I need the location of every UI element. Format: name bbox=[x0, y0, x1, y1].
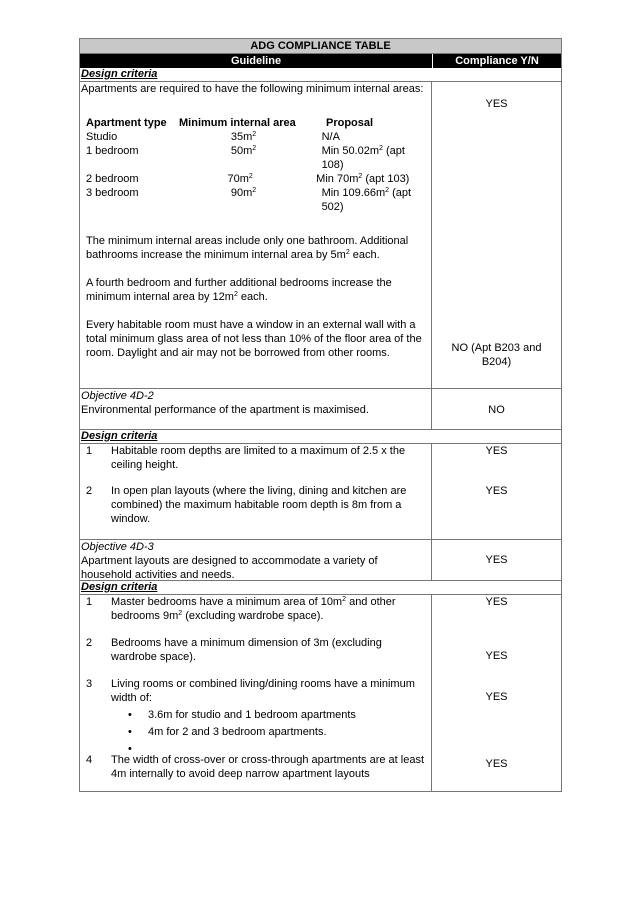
proposal-cell bbox=[285, 144, 429, 172]
criteria-item bbox=[81, 677, 429, 705]
objective-label: Objective 4D-3 bbox=[81, 541, 154, 553]
text: each. bbox=[349, 249, 380, 261]
sup: 2 bbox=[178, 610, 183, 617]
criteria-item bbox=[81, 444, 429, 472]
compliance-cell bbox=[432, 444, 561, 539]
objective-text: Apartment layouts are designed to accommodate a variety of household activities and needs. bbox=[81, 555, 378, 581]
compliance-value: YES bbox=[485, 98, 508, 110]
sup: 2 bbox=[342, 596, 347, 603]
sup: 2 bbox=[345, 249, 350, 256]
guideline-cell bbox=[80, 82, 432, 388]
area-cell: 90m bbox=[230, 187, 253, 199]
bedroom-paragraph bbox=[86, 276, 429, 304]
bullet-text: 4m for 2 and 3 bedroom apartments. bbox=[148, 726, 327, 738]
area-cell: 35m bbox=[230, 131, 253, 143]
window-paragraph: Every habitable room must have a window in an external wall with a total minimum glass area of not less than 10% of the floor area of the room. Daylight and air may not be borrowed from other rooms. bbox=[86, 319, 422, 359]
proposal-cell bbox=[279, 172, 429, 186]
sup: 2 bbox=[379, 145, 383, 152]
bullet-item bbox=[128, 708, 429, 722]
table-row bbox=[80, 444, 561, 540]
table-row bbox=[80, 82, 561, 389]
proposal-header: Proposal bbox=[326, 117, 374, 129]
guideline-cell bbox=[80, 444, 432, 539]
compliance-value: YES bbox=[485, 554, 508, 566]
compliance-column-header: Compliance Y/N bbox=[455, 55, 539, 67]
guideline-column-header: Guideline bbox=[80, 54, 433, 68]
table-row bbox=[80, 540, 561, 581]
compliance-value: YES bbox=[485, 691, 508, 703]
item-text: In open plan layouts (where the living, dining and kitchen are combined) the maximum habitable room depth is 8m from a window. bbox=[111, 485, 407, 525]
areas-row bbox=[86, 186, 429, 214]
areas-header bbox=[86, 116, 429, 130]
areas-table bbox=[86, 116, 429, 214]
bullet-text: 3.6m for studio and 1 bedroom apartments bbox=[148, 709, 356, 721]
compliance-cell bbox=[432, 82, 561, 388]
compliance-value: YES bbox=[485, 650, 508, 662]
criteria-item bbox=[81, 636, 429, 664]
area-cell: 50m bbox=[230, 145, 253, 157]
compliance-value: NO bbox=[488, 404, 505, 416]
item-text bbox=[111, 595, 429, 623]
proposal-apt: (apt 108) bbox=[321, 145, 405, 171]
item-number: 1 bbox=[86, 596, 93, 608]
adg-compliance-table bbox=[79, 38, 562, 792]
table-row bbox=[80, 595, 561, 792]
bullet-icon: • bbox=[128, 726, 132, 738]
proposal-text: Min 50.02m bbox=[321, 145, 380, 157]
type-cell: Studio bbox=[86, 131, 118, 143]
criteria-item bbox=[81, 484, 429, 526]
item-text: Bedrooms have a minimum dimension of 3m (excluding wardrobe space). bbox=[111, 637, 382, 663]
item-number: 3 bbox=[86, 678, 93, 690]
criteria-item bbox=[81, 595, 429, 623]
objective-text: Environmental performance of the apartment is maximised. bbox=[81, 404, 369, 416]
design-criteria-band: Design criteria bbox=[80, 430, 561, 444]
design-criteria-band: Design criteria bbox=[80, 68, 561, 82]
proposal-text: Min 109.66m bbox=[321, 187, 386, 199]
guideline-cell bbox=[80, 540, 432, 580]
item-text: The width of cross-over or cross-through apartments are at least 4m internally to avoid deep narrow apartment layouts bbox=[111, 754, 425, 780]
item-number: 4 bbox=[86, 754, 93, 766]
apartment-type-header: Apartment type bbox=[86, 117, 167, 129]
item-number: 2 bbox=[86, 485, 93, 497]
compliance-value: YES bbox=[485, 758, 508, 770]
design-criteria-band: Design criteria bbox=[80, 581, 561, 595]
type-cell: 2 bedroom bbox=[86, 173, 139, 185]
criteria-item bbox=[81, 753, 429, 781]
text: The minimum internal areas include only one bathroom. Additional bathrooms increase the minimum internal area by 5m bbox=[86, 235, 409, 261]
bathroom-paragraph bbox=[86, 234, 429, 262]
item-number: 2 bbox=[86, 637, 93, 649]
table-title: ADG COMPLIANCE TABLE bbox=[80, 38, 561, 54]
table-row bbox=[80, 389, 561, 430]
intro-text: Apartments are required to have the following minimum internal areas: bbox=[81, 83, 424, 95]
item-text: Living rooms or combined living/dining rooms have a minimum width of: bbox=[111, 678, 415, 704]
text: A fourth bedroom and further additional bedrooms increase the minimum internal area by 12m bbox=[86, 277, 392, 303]
compliance-value: YES bbox=[485, 485, 508, 497]
compliance-cell bbox=[432, 595, 561, 791]
type-cell: 3 bedroom bbox=[86, 187, 139, 199]
guideline-cell bbox=[80, 595, 432, 791]
text: each. bbox=[237, 291, 268, 303]
item-number: 1 bbox=[86, 445, 93, 457]
table-header bbox=[80, 54, 561, 68]
areas-row bbox=[86, 130, 429, 144]
type-cell: 1 bedroom bbox=[86, 145, 139, 157]
proposal-cell: N/A bbox=[321, 131, 340, 143]
sup: 2 bbox=[358, 173, 363, 180]
min-area-header: Minimum internal area bbox=[179, 117, 296, 129]
proposal-apt: (apt 502) bbox=[321, 187, 412, 213]
compliance-value: YES bbox=[485, 596, 508, 608]
compliance-value: NO (Apt B203 and B204) bbox=[451, 342, 542, 368]
sup: 2 bbox=[252, 131, 257, 138]
compliance-value: YES bbox=[485, 445, 508, 457]
areas-row bbox=[86, 144, 429, 172]
text: Master bedrooms have a minimum area of 10m bbox=[111, 596, 343, 608]
bullet-icon: • bbox=[128, 743, 132, 755]
proposal-apt: (apt 103) bbox=[362, 173, 410, 185]
item-text: Habitable room depths are limited to a maximum of 2.5 x the ceiling height. bbox=[111, 445, 406, 471]
proposal-text: Min 70m bbox=[316, 173, 359, 185]
sup: 2 bbox=[252, 187, 257, 194]
areas-row bbox=[86, 172, 429, 186]
text: (excluding wardrobe space). bbox=[182, 610, 324, 622]
sup: 2 bbox=[233, 291, 238, 298]
area-cell: 70m bbox=[227, 173, 249, 185]
bullet-item bbox=[128, 742, 429, 753]
bullet-icon: • bbox=[128, 709, 132, 721]
sup: 2 bbox=[385, 187, 390, 194]
guideline-cell bbox=[80, 389, 432, 429]
text: and other bedrooms 9m bbox=[111, 596, 396, 622]
proposal-cell bbox=[285, 186, 429, 214]
sup: 2 bbox=[252, 145, 257, 152]
bullet-item bbox=[128, 725, 429, 739]
objective-label: Objective 4D-2 bbox=[81, 390, 154, 402]
sup: 2 bbox=[248, 173, 253, 180]
